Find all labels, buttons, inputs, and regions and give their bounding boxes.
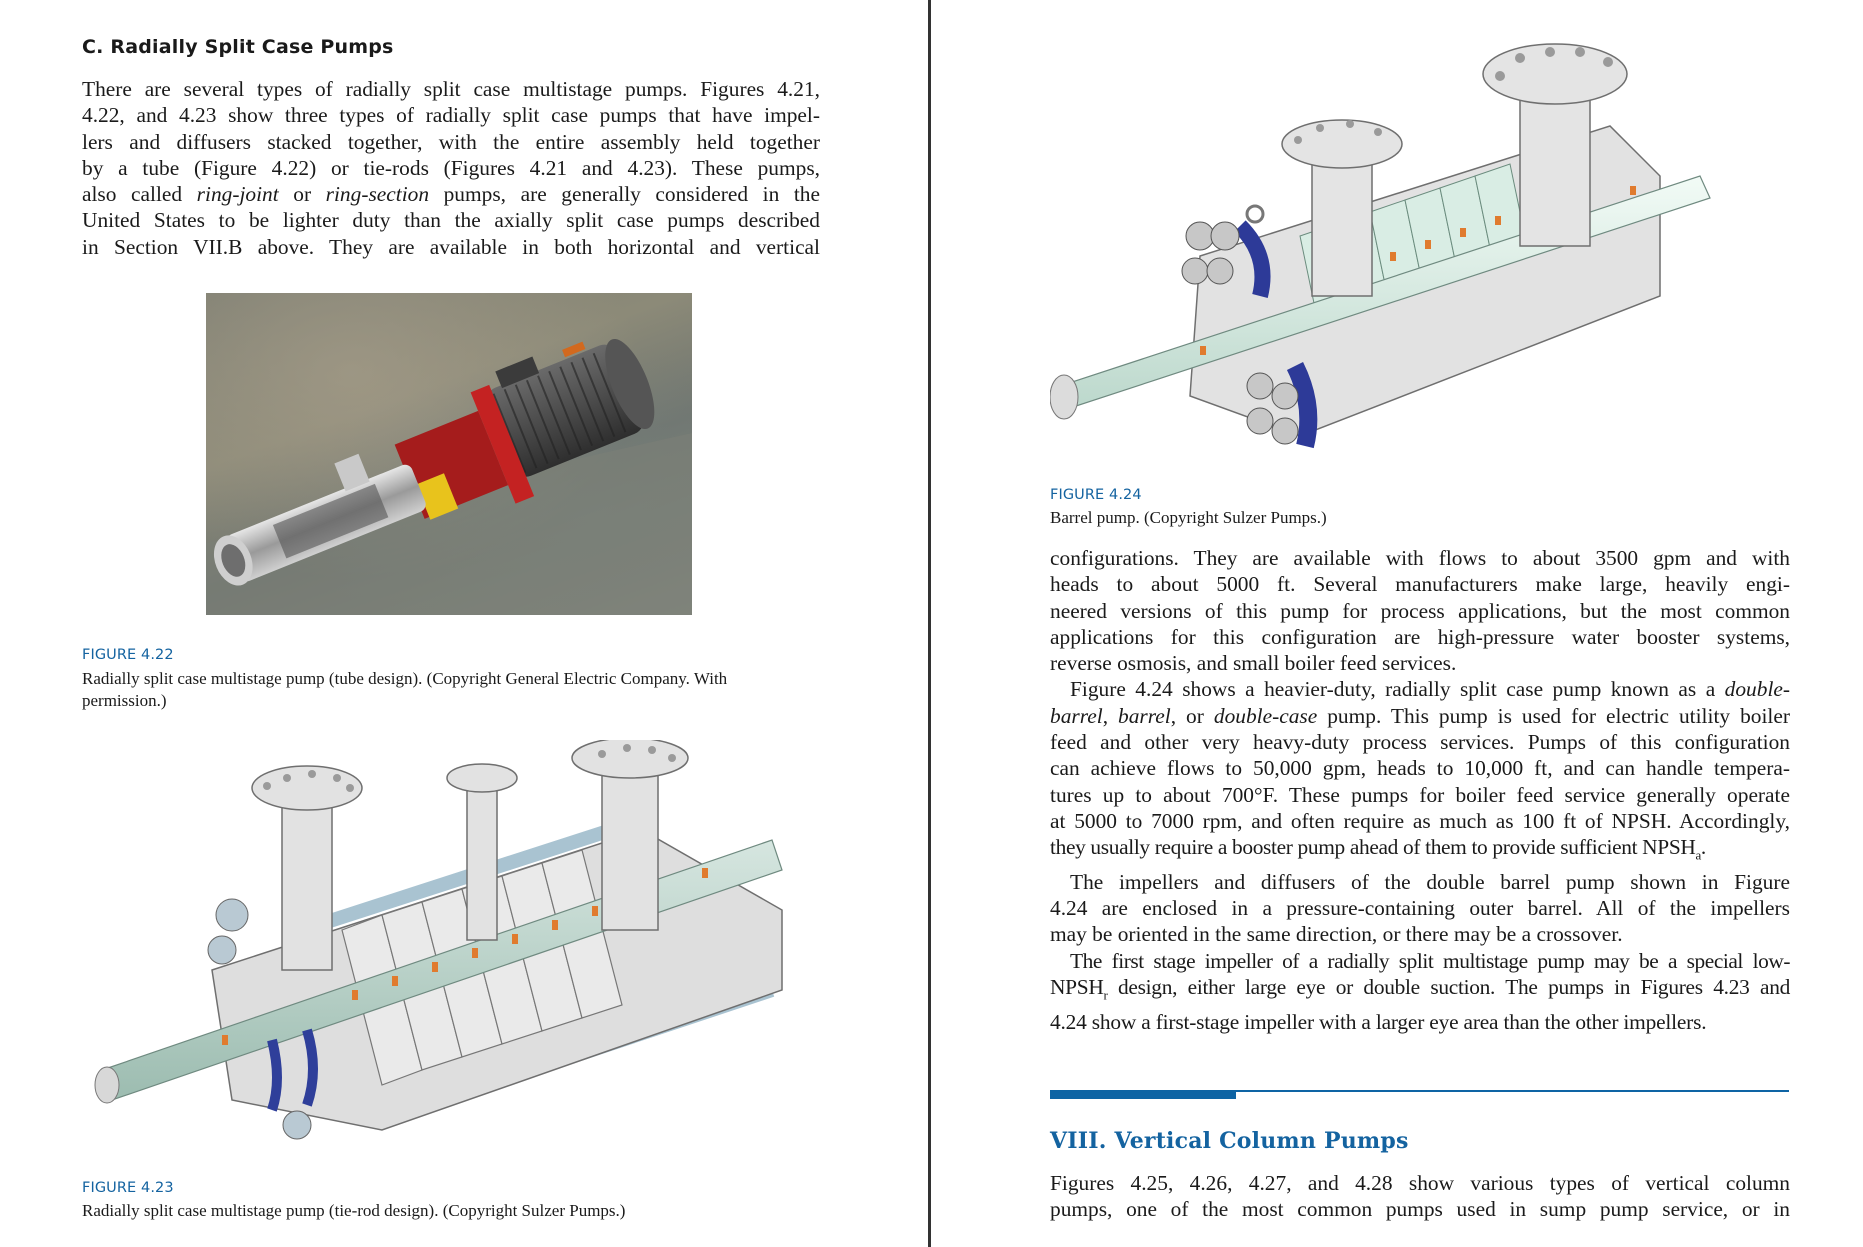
figure-4-22-caption	[82, 668, 842, 712]
figure-4-22-label: FIGURE 4.22	[82, 647, 174, 663]
pump-photo-illustration	[206, 293, 692, 615]
text-run: design, either large eye or double suction. The pumps in Figures 4.23 and	[1107, 975, 1790, 1000]
caption-line: Radially split case multistage pump (tube design). (Copyright General Electric Company. With	[82, 669, 728, 688]
text-line: The first stage impeller of a radially split multistage pump may be a special low-	[1070, 948, 1790, 973]
text-line: at 5000 to 7000 rpm, and often require as much as 100 ft of NPSH. Accordingly,	[1050, 808, 1790, 833]
page-divider	[928, 0, 931, 1247]
text-run: Figure 4.24 shows a heavier-duty, radially split case pump known as a	[1070, 677, 1725, 702]
text-line: 4.24 show a first-stage impeller with a larger eye area than the other impellers.	[1050, 1009, 1707, 1034]
italic-term: barrel	[1050, 703, 1103, 728]
subscript: a	[1695, 847, 1701, 863]
text-line: reverse osmosis, and small boiler feed services.	[1050, 651, 1457, 676]
text-line	[1050, 834, 1790, 869]
text-run: they usually require a booster pump ahead of them to provide sufficient NPSH	[1050, 835, 1696, 860]
figure-4-24-label: FIGURE 4.24	[1050, 487, 1142, 503]
text-line: tures up to about 700°F. These pumps for boiler feed service generally operate	[1050, 782, 1790, 807]
text-run: ,	[1102, 703, 1119, 728]
text-line: can achieve flows to 50,000 gpm, heads to 10,000 ft, and can handle tempera-	[1050, 756, 1790, 781]
italic-term: double-case	[1213, 703, 1318, 728]
text-line: feed and other very heavy-duty process services. Pumps of this configuration	[1050, 730, 1790, 755]
text-run: .	[1700, 835, 1706, 860]
figure-4-24-caption: Barrel pump. (Copyright Sulzer Pumps.)	[1050, 508, 1327, 527]
intro-paragraph	[82, 76, 820, 260]
text-run: pump. This pump is used for electric utility boiler	[1317, 703, 1790, 728]
italic-term: barrel	[1118, 703, 1171, 728]
italic-term: ring-section	[325, 182, 430, 207]
right-page	[932, 0, 1863, 1247]
section-heading-c: C. Radially Split Case Pumps	[82, 36, 394, 58]
text-line	[1050, 974, 1790, 1009]
figure-4-23-label: FIGURE 4.23	[82, 1180, 174, 1196]
text-line: 4.24 are enclosed in a pressure-containing outer barrel. All of the impellers	[1050, 896, 1790, 921]
text-line: lers and diffusers stacked together, with the entire assembly held together	[82, 129, 820, 154]
text-line: pumps, one of the most common pumps used in sump pump service, or in	[1050, 1197, 1790, 1222]
text-line	[1050, 676, 1790, 702]
section-heading-viii: VIII. Vertical Column Pumps	[1050, 1128, 1409, 1154]
text-line: by a tube (Figure 4.22) or tie-rods (Figures 4.21 and 4.23). These pumps,	[82, 155, 820, 180]
text-line: United States to be lighter duty than the axially split case pumps described	[82, 208, 820, 233]
text-line: neered versions of this pump for process applications, but the most common	[1050, 598, 1790, 623]
left-page	[0, 0, 928, 1247]
text-line: may be oriented in the same direction, or there may be a crossover.	[1050, 922, 1623, 947]
text-line: The impellers and diffusers of the double barrel pump shown in Figure	[1070, 869, 1790, 894]
text-line: applications for this configuration are high-pressure water booster systems,	[1050, 624, 1790, 649]
paragraph-configurations	[1050, 545, 1790, 1035]
paragraph-vertical-column	[1050, 1170, 1790, 1223]
section-rule-thin	[1236, 1090, 1789, 1092]
figure-4-24-drawing	[1050, 36, 1722, 456]
subscript: r	[1103, 987, 1108, 1003]
text-run: also called	[82, 182, 197, 207]
text-run: NPSH	[1050, 975, 1104, 1000]
italic-term: ring-joint	[196, 182, 279, 207]
section-rule-thick	[1050, 1090, 1236, 1099]
text-line: configurations. They are available with flows to about 3500 gpm and with	[1050, 546, 1790, 570]
text-run: or	[278, 182, 326, 207]
text-line: 4.22, and 4.23 show three types of radially split case pumps that have impel-	[82, 103, 820, 128]
text-line: Figures 4.25, 4.26, 4.27, and 4.28 show various types of vertical column	[1050, 1171, 1790, 1195]
barrel-pump-cutaway-illustration	[1050, 36, 1722, 456]
figure-4-23-drawing	[82, 740, 822, 1152]
figure-4-22-photo	[206, 293, 692, 615]
text-line: heads to about 5000 ft. Several manufacturers make large, heavily engi-	[1050, 572, 1790, 597]
figure-4-23-caption: Radially split case multistage pump (tie-rod design). (Copyright Sulzer Pumps.)	[82, 1201, 626, 1220]
text-line: in Section VII.B above. They are available in both horizontal and vertical	[82, 234, 820, 259]
text-line	[82, 181, 820, 207]
text-line	[1050, 703, 1790, 729]
text-line: There are several types of radially split case multistage pumps. Figures 4.21,	[82, 77, 820, 101]
italic-term: double-	[1724, 677, 1790, 702]
caption-line: permission.)	[82, 691, 167, 710]
text-run: , or	[1170, 703, 1214, 728]
tie-rod-pump-cutaway-illustration	[82, 740, 822, 1152]
text-run: pumps, are generally considered in the	[429, 182, 820, 207]
